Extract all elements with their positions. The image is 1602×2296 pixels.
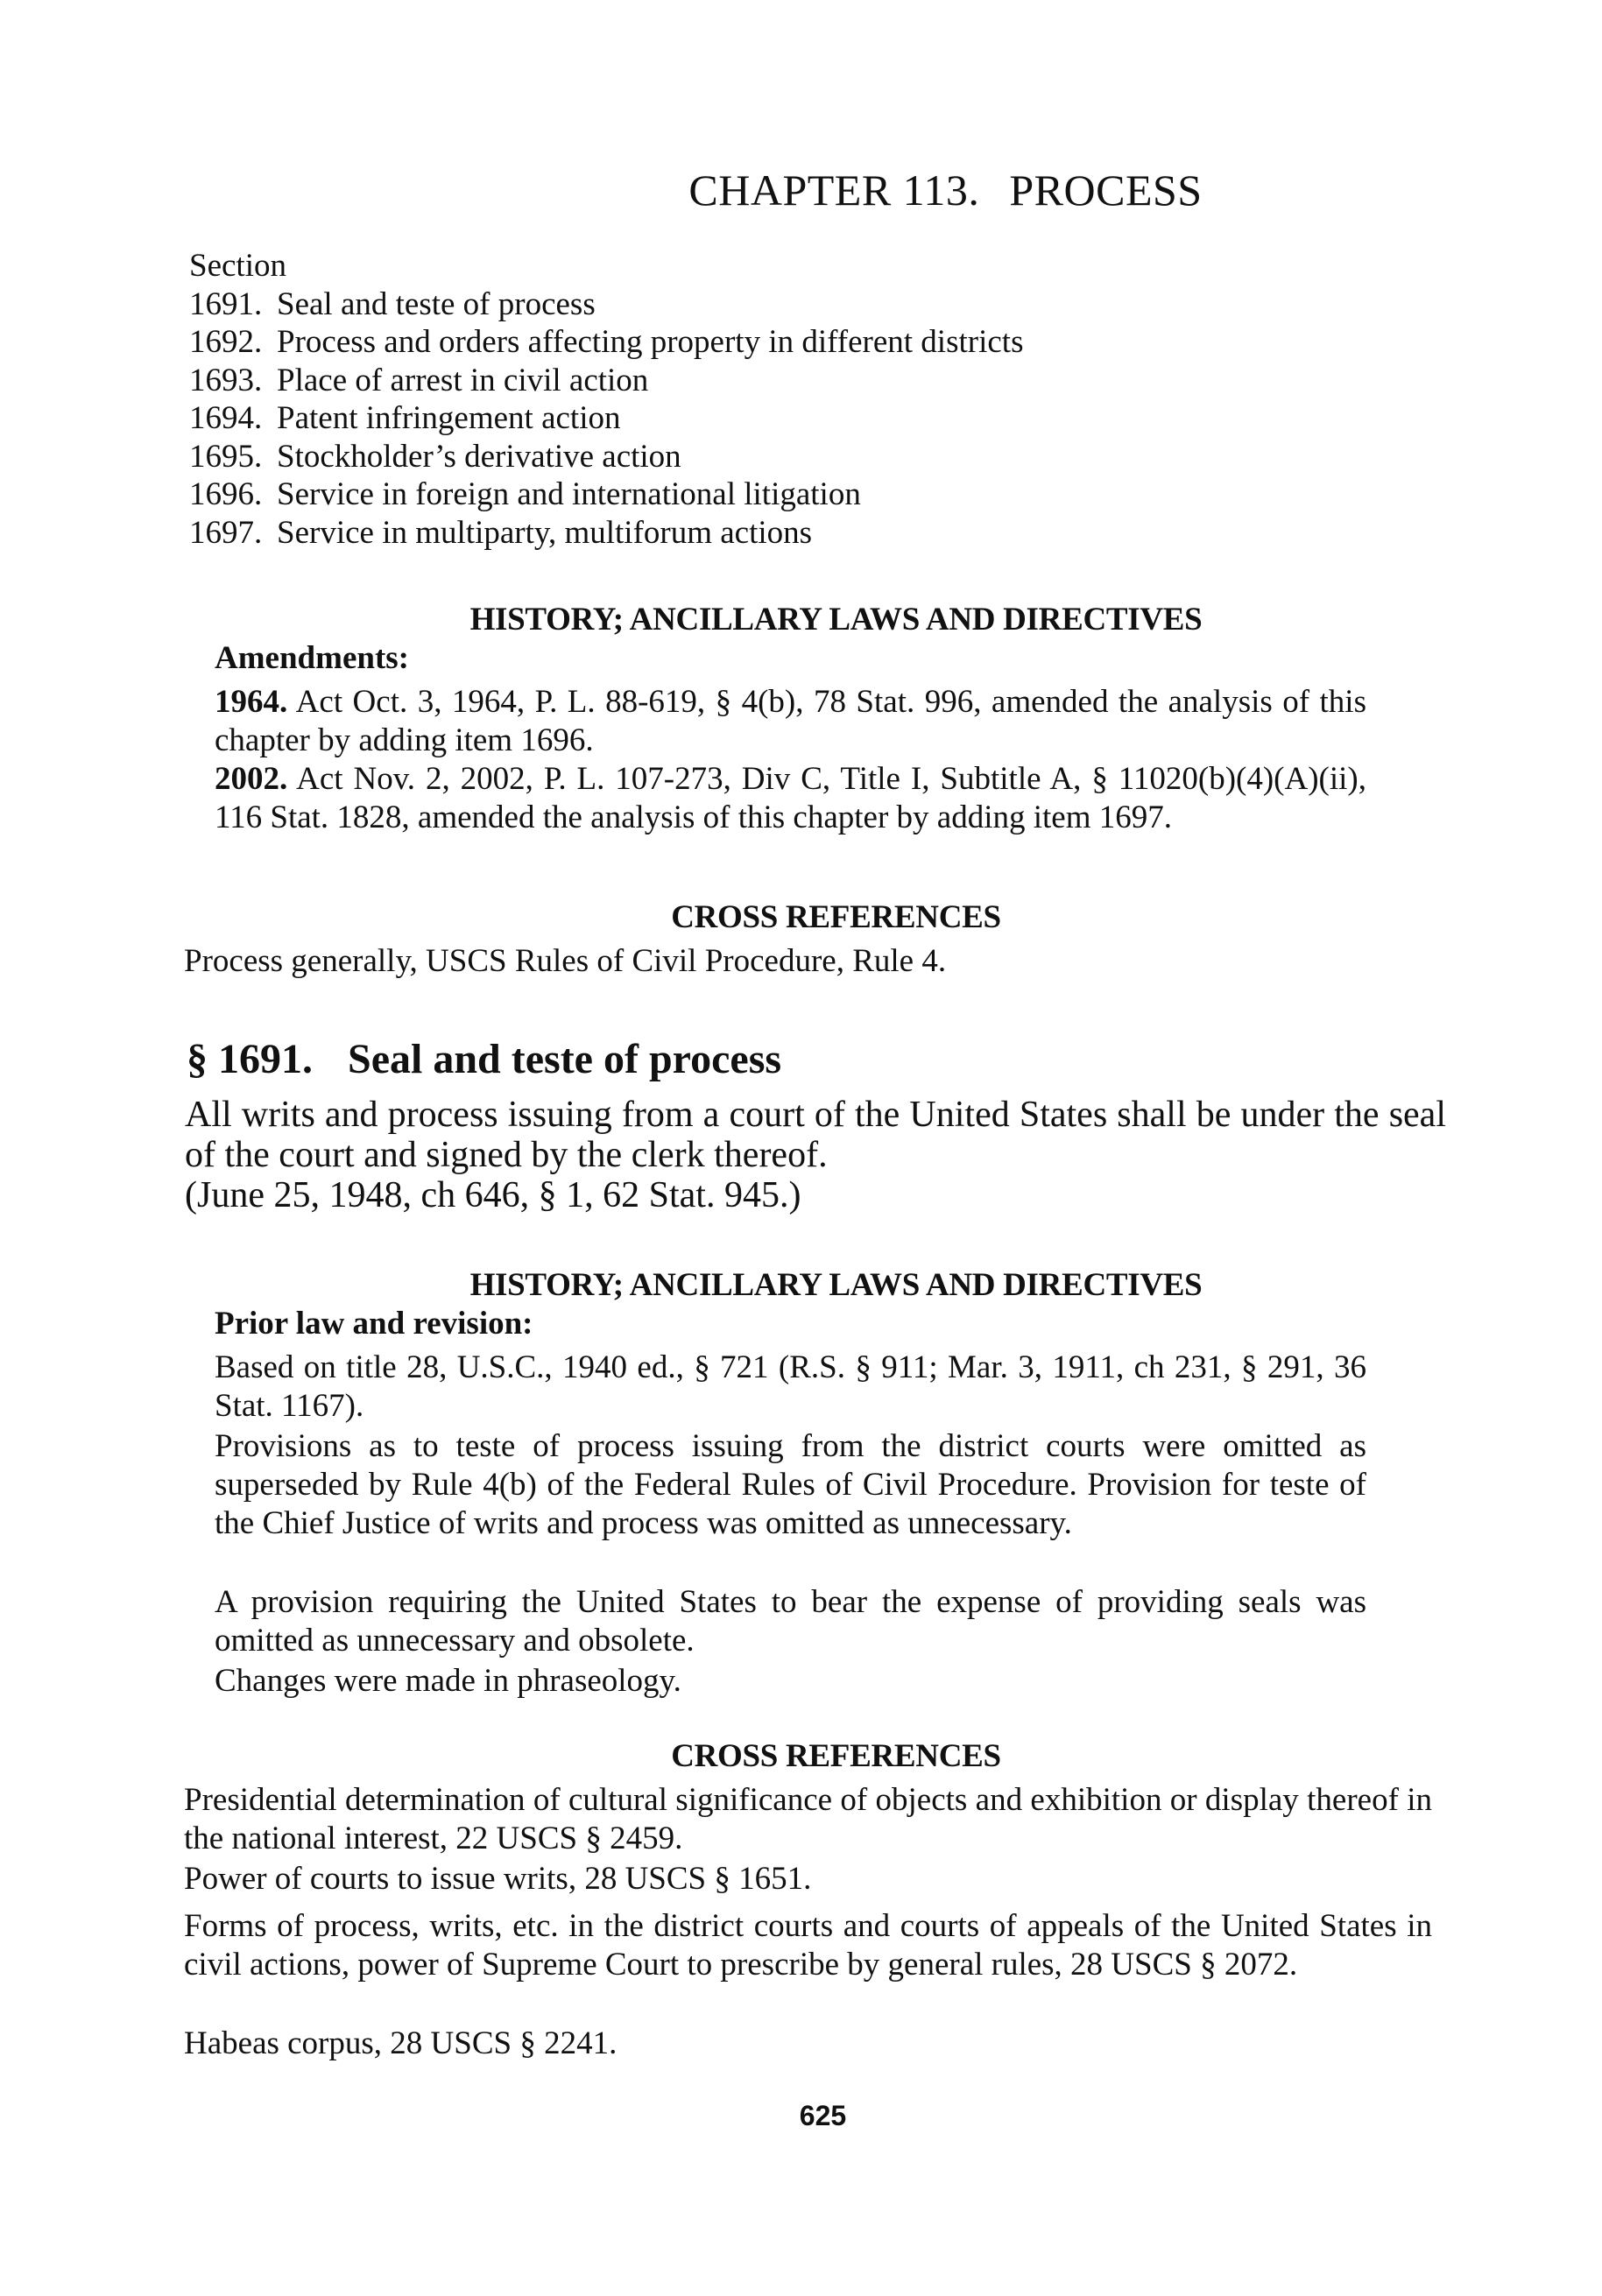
page-number: 625 (799, 2100, 847, 2131)
section-number: 1695. (189, 438, 263, 475)
section-list-item (189, 362, 1023, 400)
section-list-item (189, 285, 1023, 324)
cross-reference-item: Power of courts to issue writs, 28 USCS § 1651. (184, 1861, 812, 1897)
chapter-title (0, 165, 1602, 215)
chapter-cross-references-heading: CROSS REFERENCES (671, 899, 1001, 935)
history-paragraph: A provision requiring the United States to bear the expense of providing seals was omitted as unnecessary and obsolete. (215, 1584, 1366, 1659)
amendment-1964 (215, 683, 1366, 760)
cross-reference-item: Process generally, USCS Rules of Civil Procedure, Rule 4. (184, 943, 947, 979)
section-heading (187, 1035, 781, 1083)
amendment-year: 1964. (215, 684, 288, 720)
cross-reference-item: Habeas corpus, 28 USCS § 2241. (184, 2025, 618, 2061)
section-number: 1693. (189, 362, 263, 398)
section-number: 1696. (189, 476, 263, 512)
chapter-name: PROCESS (1009, 166, 1203, 215)
chapter-number: CHAPTER 113. (688, 166, 980, 215)
section-list-label: Section (189, 248, 286, 284)
section-list (189, 247, 1023, 552)
amendment-year: 2002. (215, 761, 288, 797)
section-number: 1694. (189, 400, 263, 436)
section-list-item (189, 399, 1023, 438)
section-list-item (189, 438, 1023, 476)
chapter-history-heading: HISTORY; ANCILLARY LAWS AND DIRECTIVES (469, 602, 1203, 637)
prior-law-subheading: Prior law and revision: (215, 1306, 533, 1342)
section-number: 1691. (189, 285, 263, 322)
section-title: Process and orders affecting property in different districts (277, 324, 1024, 360)
section-citation: (June 25, 1948, ch 646, § 1, 62 Stat. 945.) (185, 1175, 801, 1215)
amendment-text: Act Nov. 2, 2002, P. L. 107-273, Div C, Title I, Subtitle A, § 11020(b)(4)(A)(ii), 116 Stat. 1828, amended the analysis of this chapter by adding item 1697. (215, 761, 1366, 835)
history-paragraph: Changes were made in phraseology. (215, 1663, 681, 1699)
amendment-text: Act Oct. 3, 1964, P. L. 88-619, § 4(b), 78 Stat. 996, amended the analysis of this chapter by adding item 1696. (215, 684, 1366, 758)
section-title: Seal and teste of process (277, 285, 596, 322)
section-cross-references-heading: CROSS REFERENCES (671, 1738, 1001, 1774)
history-paragraph: Provisions as to teste of process issuing from the district courts were omitted as superseded by Rule 4(b) of the Federal Rules of Civil Procedure. Provision for teste of the Chief Justice of writs and process was omitted as unnecessary. (215, 1428, 1366, 1541)
section-list-item (189, 323, 1023, 362)
section-title: Patent infringement action (277, 400, 621, 436)
section-number: 1697. (189, 514, 263, 551)
section-number: 1692. (189, 324, 263, 360)
history-paragraph: Based on title 28, U.S.C., 1940 ed., § 721 (R.S. § 911; Mar. 3, 1911, ch 231, § 291, 36 Stat. 1167). (215, 1349, 1366, 1424)
section-title: Place of arrest in civil action (277, 362, 649, 398)
section-title: Stockholder’s derivative action (277, 438, 681, 475)
section-list-item (189, 475, 1023, 514)
cross-reference-item: Forms of process, writs, etc. in the district courts and courts of appeals of the United States in civil actions, power of Supreme Court to prescribe by general rules, 28 USCS § 2072. (184, 1908, 1432, 1983)
section-heading-number: § 1691. (187, 1036, 313, 1082)
cross-reference-item: Presidential determination of cultural significance of objects and exhibition or display thereof in the national interest, 22 USCS § 2459. (184, 1782, 1432, 1856)
amendment-2002 (215, 760, 1366, 837)
section-body: All writs and process issuing from a court of the United States shall be under the seal of the court and signed by the clerk thereof. (185, 1095, 1446, 1175)
section-list-item (189, 514, 1023, 553)
amendments-subheading: Amendments: (215, 640, 409, 676)
section-title: Service in foreign and international litigation (277, 476, 861, 512)
section-history-heading: HISTORY; ANCILLARY LAWS AND DIRECTIVES (469, 1267, 1203, 1303)
section-title: Service in multiparty, multiforum actions (277, 514, 813, 551)
section-heading-title: Seal and teste of process (348, 1036, 782, 1082)
